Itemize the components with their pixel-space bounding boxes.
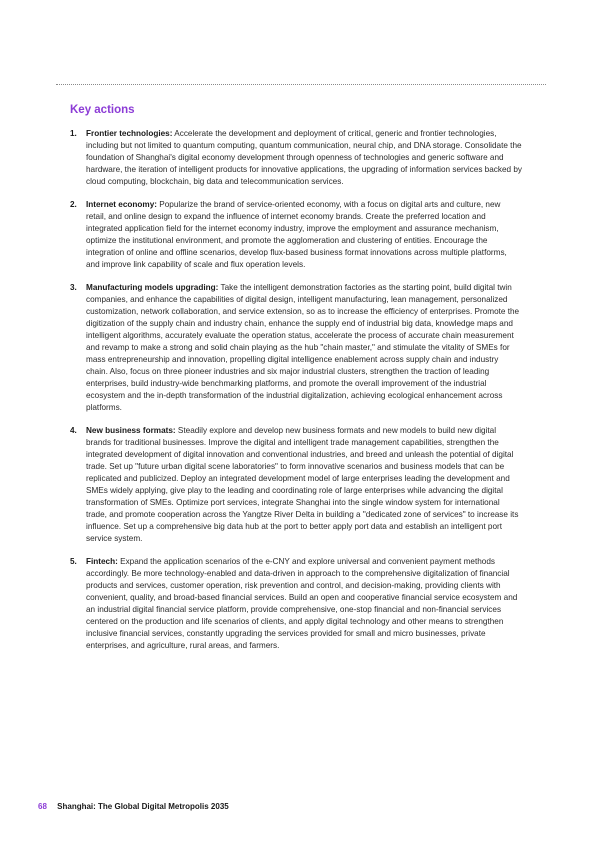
action-item-manufacturing-models (70, 282, 522, 414)
action-item-frontier-technologies (70, 128, 522, 188)
action-number: 3. (70, 283, 77, 292)
action-body: Accelerate the development and deployment of critical, generic and frontier technologies, including but not limited to quantum computing, quantum communication, neural chip, and DNA storage. Consolidate the foundation of Shanghai's digital economy development through openness of technologies and generic software and hardware, the iteration of intelligent products for innovative applications, the upgrading of information services backed by cloud computing, blockchain, big data and telecommunication services. (86, 129, 523, 186)
page-number: 68 (38, 802, 47, 811)
action-heading: Frontier technologies: (86, 129, 173, 138)
action-number: 2. (70, 200, 77, 209)
section-title: Key actions (70, 104, 135, 116)
action-heading: Fintech: (86, 557, 118, 566)
action-body: Popularize the brand of service-oriented economy, with a focus on digital arts and culture, new retail, and online design to expand the influence of internet economy brands. Create the preferred location and integrated application field for the internet economy industry, improve the employment and assurance mechanism, optimize the institutional environment, and promote the agglomeration and clustering of entities. Encourage the integration of online and offline scenarios, develop flux-based business format innovations across multiple platforms, and improve link capability of scale and flux operation levels. (86, 200, 507, 269)
action-body: Expand the application scenarios of the e-CNY and explore universal and convenient payment methods accordingly. Be more technology-enabled and data-driven in approach to the comprehensive digitalization of financial products and services, customer operation, risk prevention and control, and decision-making, providing clients with convenient, quality, and broad-based financial services. Build an open and cooperative financial service ecosystem and an industrial digital financial service platform, provide comprehensive, one-stop financial and non-financial services centered on the production and life scenarios of clients, and apply digital technology and other means to strengthen inclusive financial services, constantly upgrading the services provided for small and micro businesses, private enterprises, and agriculture, rural areas, and farmers. (86, 557, 518, 650)
action-number: 4. (70, 426, 77, 435)
action-heading: Internet economy: (86, 200, 157, 209)
action-number: 5. (70, 557, 77, 566)
key-actions-list (70, 128, 522, 663)
action-heading: New business formats: (86, 426, 176, 435)
action-number: 1. (70, 129, 77, 138)
action-body: Steadily explore and develop new business formats and new models to build new digital brands for traditional businesses. Improve the digital and intelligent trade management capabilities, strengthen the integrated development of digital innovation and conventional industries, and breed and unleash the potential of digital trade. Set up "future urban digital scene laboratories" to form innovative scenarios and business models that can be replicated and publicized. Deploy an integrated development model of large enterprises leading the development and SMEs widely applying, give play to the leading and coordinating role of large enterprises while advancing the digital transformation of SMEs. Optimize port services, integrate Shanghai into the single window system for international trade, and promote cooperation across the Yangtze River Delta in building a "dedicated zone of services" to increase its influence. Set up a comprehensive big data hub at the port to better apply port data and establish an intelligent port service system. (86, 426, 519, 543)
page-footer (38, 802, 229, 811)
action-item-internet-economy (70, 199, 522, 271)
action-item-new-business-formats (70, 425, 522, 545)
action-heading: Manufacturing models upgrading: (86, 283, 219, 292)
action-body: Take the intelligent demonstration factories as the starting point, build digital twin companies, and enhance the capabilities of digital design, intelligent manufacturing, lean management, personalized customization, network collaboration, and service extension, so as to increase the efficiency of enterprises. Promote the digitization of the supply chain and industry chain, enhance the supply end of industrial big data, knowledge maps and intelligent algorithms, accurately evaluate the operation status, accelerate the process of accurate chain measurement and revamp to make a strong and solid chain playing as the hub "chain master," and stimulate the vitality of SMEs for mass entrepreneurship and innovation, propelling digital intelligence enablement across supply chain and industry chain. Also, focus on three pioneer industries and six major industrial clusters, strengthen the traction of leading enterprises, build industry-wide benchmarking platforms, and promote the overall improvement of the industrial ecosystem and the in-depth transformation of the industrial digitalization, achieving ecological enhancement across platforms. (86, 283, 520, 412)
section-divider (56, 84, 546, 85)
footer-title: Shanghai: The Global Digital Metropolis 2035 (57, 802, 229, 811)
action-item-fintech (70, 556, 522, 652)
